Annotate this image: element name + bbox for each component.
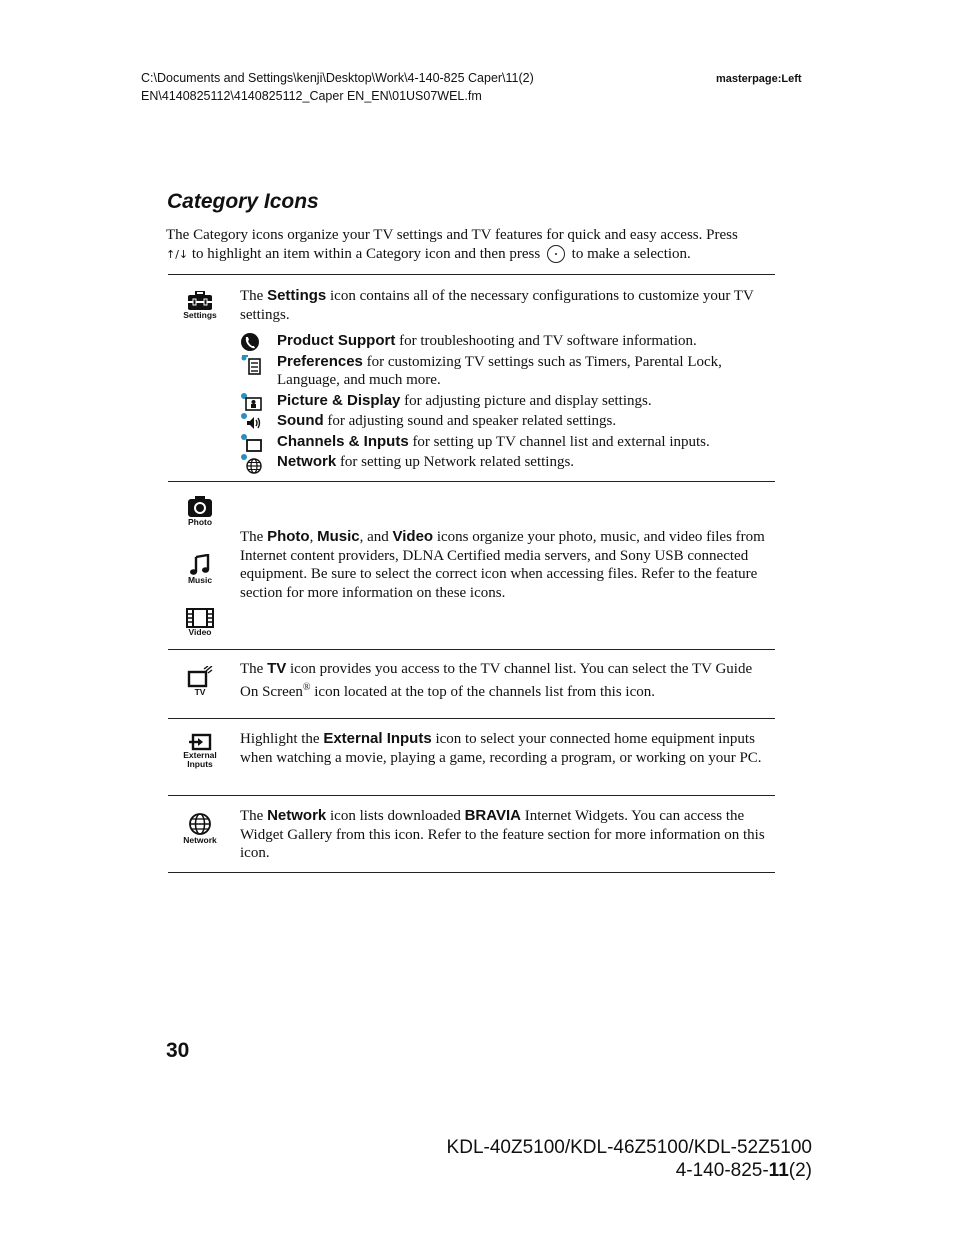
intro-text-3: to make a selection. (567, 246, 691, 262)
external-inputs-category (168, 733, 232, 769)
music-category (168, 554, 232, 585)
network-icon-label: Network (183, 835, 217, 845)
network-category (168, 812, 232, 845)
page-number: 30 (166, 1039, 190, 1062)
tv-icon-label: TV (194, 687, 206, 697)
film-strip-icon (186, 608, 214, 628)
document-code: 4-140-825-11(2) (675, 1160, 812, 1181)
channels-inputs-item: Channels & Inputs for setting up TV channel list and external inputs. (240, 433, 772, 452)
category-icons-table (168, 274, 775, 873)
sound-item: Sound for adjusting sound and speaker related settings. (240, 412, 772, 431)
tv-category (168, 666, 232, 697)
video-icon-label: Video (188, 627, 212, 637)
settings-description (240, 287, 772, 472)
media-row (168, 482, 775, 650)
file-path-line1: C:\Documents and Settings\kenji\Desktop\Work\4-140-825 Caper\11(2) (141, 71, 534, 85)
tv-row (168, 650, 775, 719)
phone-icon (240, 332, 260, 352)
product-support-item: Product Support for troubleshooting and TV software information. (240, 332, 772, 351)
preferences-icon (240, 353, 262, 375)
settings-row (168, 275, 775, 482)
network-settings-item: Network for setting up Network related settings. (240, 453, 772, 472)
enter-button-icon (547, 245, 565, 263)
masterpage-label: masterpage:Left (716, 73, 802, 85)
sound-icon (240, 412, 262, 432)
intro-text-1: The Category icons organize your TV settings and TV features for quick and easy access. Press (166, 227, 738, 243)
external-inputs-icon-label-2: Inputs (187, 759, 213, 769)
media-description: The Photo, Music, and Video icons organize your photo, music, and video files from Internet content providers, DLNA Certified media servers, and Sony USB connected equipment. Be sure to select the correct icon when accessing files. Refer to the feature section for more information on these icons. (240, 528, 765, 601)
up-down-arrows: ↑/↓ (166, 248, 189, 261)
network-description: The Network icon lists downloaded BRAVIA Internet Widgets. You can access the Widget Gallery from this icon. Refer to the feature section for more information on this icon. (240, 807, 765, 861)
file-path-line2: EN\4140825112\4140825112_Caper EN_EN\01US07WEL.fm (141, 89, 482, 103)
network-icon (240, 453, 262, 475)
external-input-icon (188, 733, 212, 751)
camera-icon (187, 496, 213, 518)
page-title: Category Icons (167, 190, 319, 213)
picture-icon (240, 392, 262, 412)
model-footer (447, 1136, 812, 1182)
settings-lead: The Settings icon contains all of the necessary configurations to customize your TV settings. (240, 287, 754, 323)
settings-icon-label: Settings (183, 310, 217, 320)
tv-description: The TV icon provides you access to the TV channel list. You can select the TV Guide On Screen® icon located at the top of the channels list from this icon. (240, 660, 753, 700)
network-row (168, 796, 775, 873)
picture-display-item: Picture & Display for adjusting picture and display settings. (240, 392, 772, 411)
external-inputs-row (168, 719, 775, 796)
toolbox-icon (187, 291, 213, 311)
settings-category (168, 291, 232, 320)
intro-paragraph (166, 226, 776, 264)
photo-category (168, 496, 232, 527)
photo-icon-label: Photo (187, 517, 213, 527)
music-icon-label: Music (187, 575, 213, 585)
music-note-icon (189, 554, 211, 576)
globe-icon (188, 812, 212, 836)
channels-icon (240, 433, 262, 453)
video-category (168, 608, 232, 637)
tv-icon (187, 666, 213, 688)
file-path-header (141, 69, 534, 105)
external-inputs-description: Highlight the External Inputs icon to select your connected home equipment inputs when watching a movie, playing a game, recording a program, or working on your PC. (240, 730, 762, 766)
external-inputs-icon-label-1: External (183, 750, 217, 760)
model-numbers: KDL-40Z5100/KDL-46Z5100/KDL-52Z5100 (446, 1137, 812, 1158)
preferences-item: Preferences for customizing TV settings such as Timers, Parental Lock, Language, and much more. (240, 353, 772, 390)
intro-text-2: to highlight an item within a Category icon and then press (188, 246, 541, 262)
